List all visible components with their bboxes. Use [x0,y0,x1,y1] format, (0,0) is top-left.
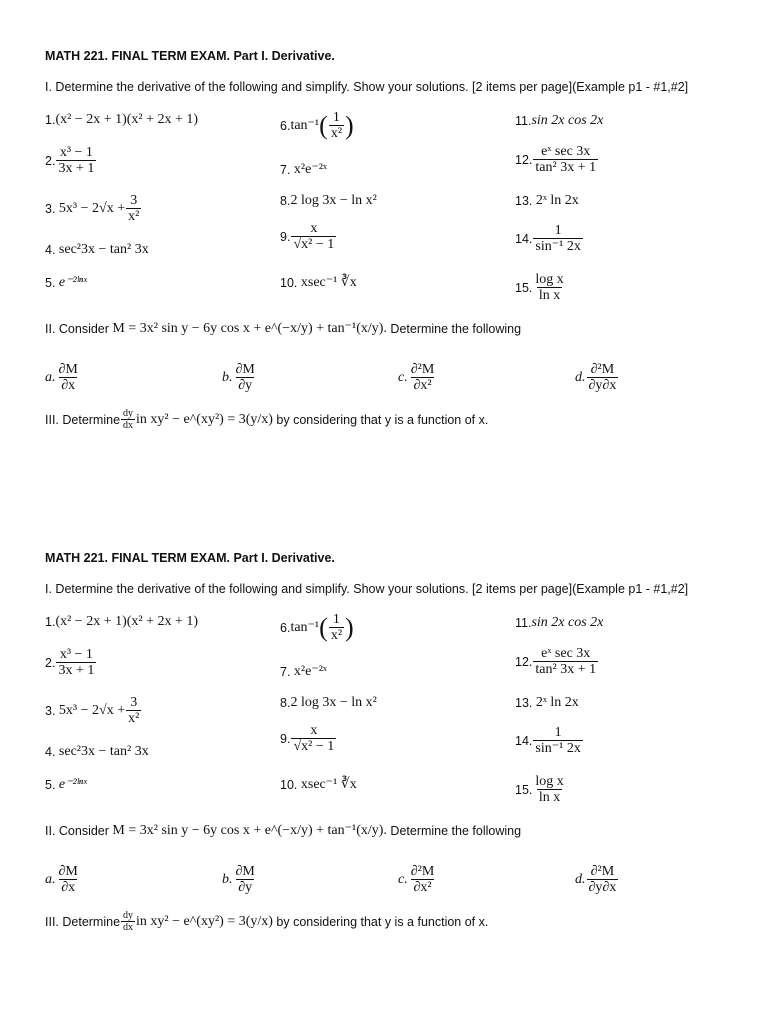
item-2: 2. $\frac{\text{x³ − 1}}{3x + 1}$ [45,647,95,678]
item-11: 11. sin 2x cos 2x [515,615,604,630]
item-14: 14. $\frac{1}{\text{sin⁻¹ 2x}}$ [515,725,581,756]
item-8: 8. 2 log 3x − ln x² [280,193,377,208]
exam-title: MATH 221. FINAL TERM EXAM. Part I. Derivative. [45,49,335,63]
item-14: 14. $\frac{1}{\text{sin⁻¹ 2x}}$ [515,223,581,254]
item-4: 4. sec²3x − tan² 3x [45,744,149,759]
part2-b: b. $\frac{\partial M}{\partial y}$ [222,864,255,895]
item-12: 12. $\frac{\text{eˣ sec 3x}}{\text{tan² 3x + 1}}$ [515,144,597,175]
part2-statement: II. Consider M = 3x² sin y − 6y cos x + e^(−x/y) + tan⁻¹(x/y). Determine the following [45,823,522,838]
item-9: 9. $\frac{x}{\text{√x² − 1}}$ [280,723,335,754]
item-9: 9. $\frac{x}{\text{√x² − 1}}$ [280,221,335,252]
part1-instructions: I. Determine the derivative of the following and simplify. Show your solutions. [2 items per page](Example p1 - #1,#2] [45,80,689,94]
item-6: 6. tan⁻¹ ( $\frac{1}{\text{x²}}$ ) [280,110,354,141]
part2-d: d. $\frac{\text{∂²M}}{\partial y\partial x}$ [575,362,617,393]
item-13: 13. 2ˣ ln 2x [515,193,579,208]
part3-statement: III. Determine $\frac{dy}{dx}$ in xy² − e^(xy²) = 3(y/x) by considering that y is a function of x. [45,910,489,933]
part1-instructions: I. Determine the derivative of the following and simplify. Show your solutions. [2 items per page](Example p1 - #1,#2] [45,582,689,596]
part2-c: c. $\frac{\text{∂²M}}{\text{∂x²}}$ [398,864,435,895]
item-7: 7. x²e⁻²ˣ [280,664,327,679]
item-5: 5. e⁻²ˡⁿˣ [45,275,87,290]
item-11: 11. sin 2x cos 2x [515,113,604,128]
part2-statement: II. Consider M = 3x² sin y − 6y cos x + e^(−x/y) + tan⁻¹(x/y). Determine the following [45,321,522,336]
item-10: 10. xsec⁻¹ ∛x [280,777,357,792]
item-15: 15. $\frac{\text{log x}}{\text{ln x}}$ [515,272,564,303]
item-7: 7. x²e⁻²ˣ [280,162,327,177]
item-3: 3. 5x³ − 2√x + $\frac{3}{\text{x²}}$ [45,695,140,726]
item-13: 13. 2ˣ ln 2x [515,695,579,710]
item-4: 4. sec²3x − tan² 3x [45,242,149,257]
item-5: 5. e⁻²ˡⁿˣ [45,777,87,792]
exam-sheet-2 [0,502,768,952]
part2-a: a. $\frac{\partial M}{\partial x}$ [45,864,78,895]
part2-c: c. $\frac{\text{∂²M}}{\text{∂x²}}$ [398,362,435,393]
part2-d: d. $\frac{\text{∂²M}}{\partial y\partial x}$ [575,864,617,895]
item-15: 15. $\frac{\text{log x}}{\text{ln x}}$ [515,774,564,805]
item-6: 6. tan⁻¹ ( $\frac{1}{\text{x²}}$ ) [280,612,354,643]
item-1: 1. (x² − 2x + 1)(x² + 2x + 1) [45,614,199,629]
exam-sheet-1 [0,0,768,450]
part2-b: b. $\frac{\partial M}{\partial y}$ [222,362,255,393]
exam-title: MATH 221. FINAL TERM EXAM. Part I. Derivative. [45,551,335,565]
item-8: 8. 2 log 3x − ln x² [280,695,377,710]
item-10: 10. xsec⁻¹ ∛x [280,275,357,290]
item-12: 12. $\frac{\text{eˣ sec 3x}}{\text{tan² 3x + 1}}$ [515,646,597,677]
item-2: 2. $\frac{\text{x³ − 1}}{3x + 1}$ [45,145,95,176]
item-1: 1. (x² − 2x + 1)(x² + 2x + 1) [45,112,199,127]
item-3: 3. 5x³ − 2√x + $\frac{3}{\text{x²}}$ [45,193,140,224]
part3-statement: III. Determine $\frac{dy}{dx}$ in xy² − e^(xy²) = 3(y/x) by considering that y is a function of x. [45,408,489,431]
part2-a: a. $\frac{\partial M}{\partial x}$ [45,362,78,393]
